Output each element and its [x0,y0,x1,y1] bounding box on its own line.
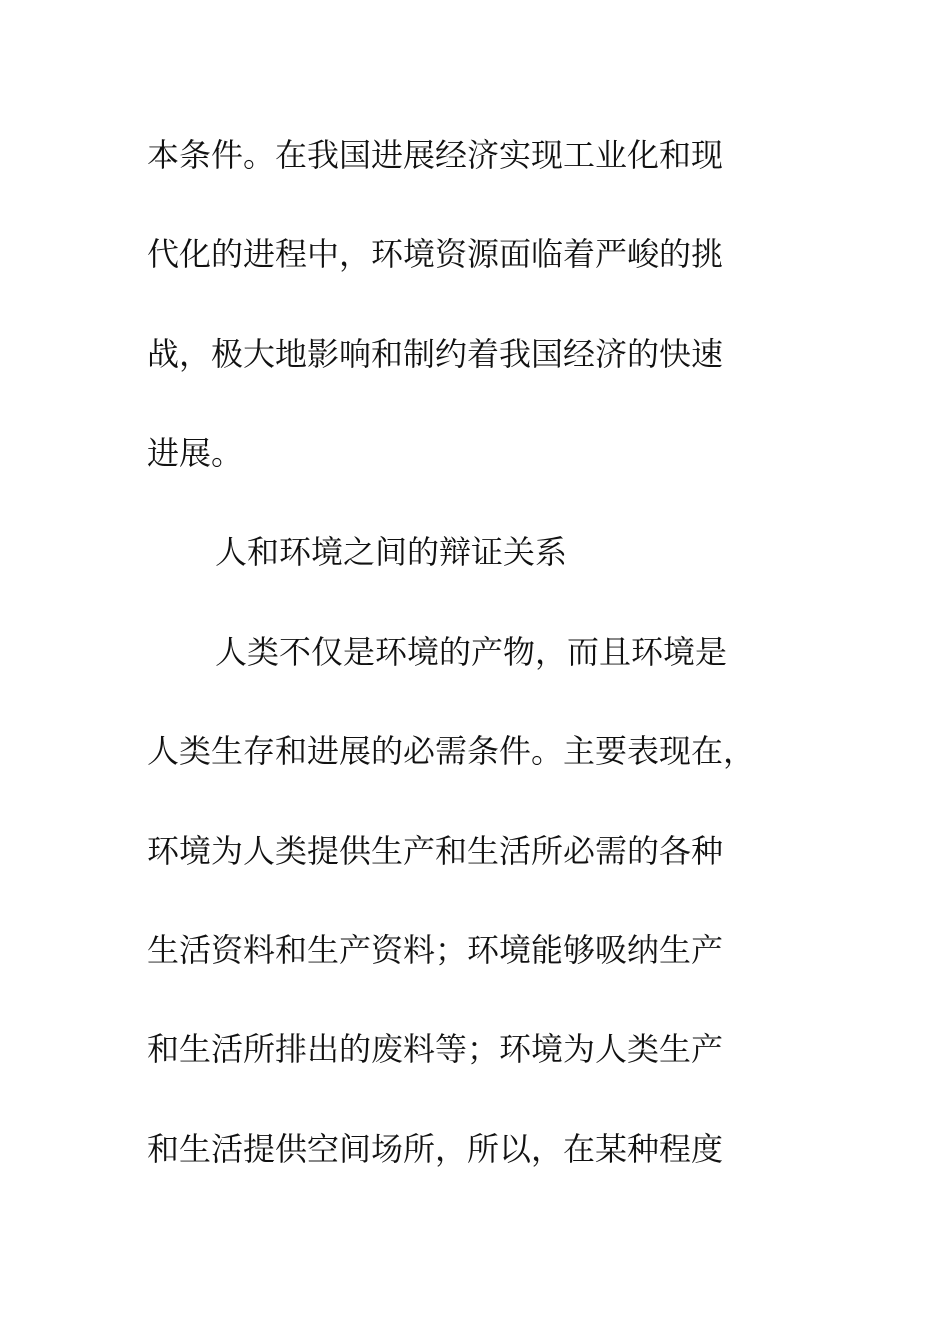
paragraph-first-line: 人类不仅是环境的产物，而且环境是 [215,633,728,671]
text-line: 和生活所排出的废料等；环境为人类生产 [147,1030,724,1068]
section-heading: 人和环境之间的辩证关系 [215,533,568,571]
text-line: 人类生存和进展的必需条件。主要表现在， [147,732,756,770]
text-line: 进展。 [147,434,244,472]
text-line: 代化的进程中，环境资源面临着严峻的挑 [147,235,724,273]
text-line: 生活资料和生产资料；环境能够吸纳生产 [147,931,724,969]
text-line: 本条件。在我国进展经济实现工业化和现 [147,136,724,174]
text-line: 环境为人类提供生产和生活所必需的各种 [147,832,724,870]
text-line: 和生活提供空间场所，所以，在某种程度 [147,1130,724,1168]
text-line: 战，极大地影响和制约着我国经济的快速 [147,335,724,373]
